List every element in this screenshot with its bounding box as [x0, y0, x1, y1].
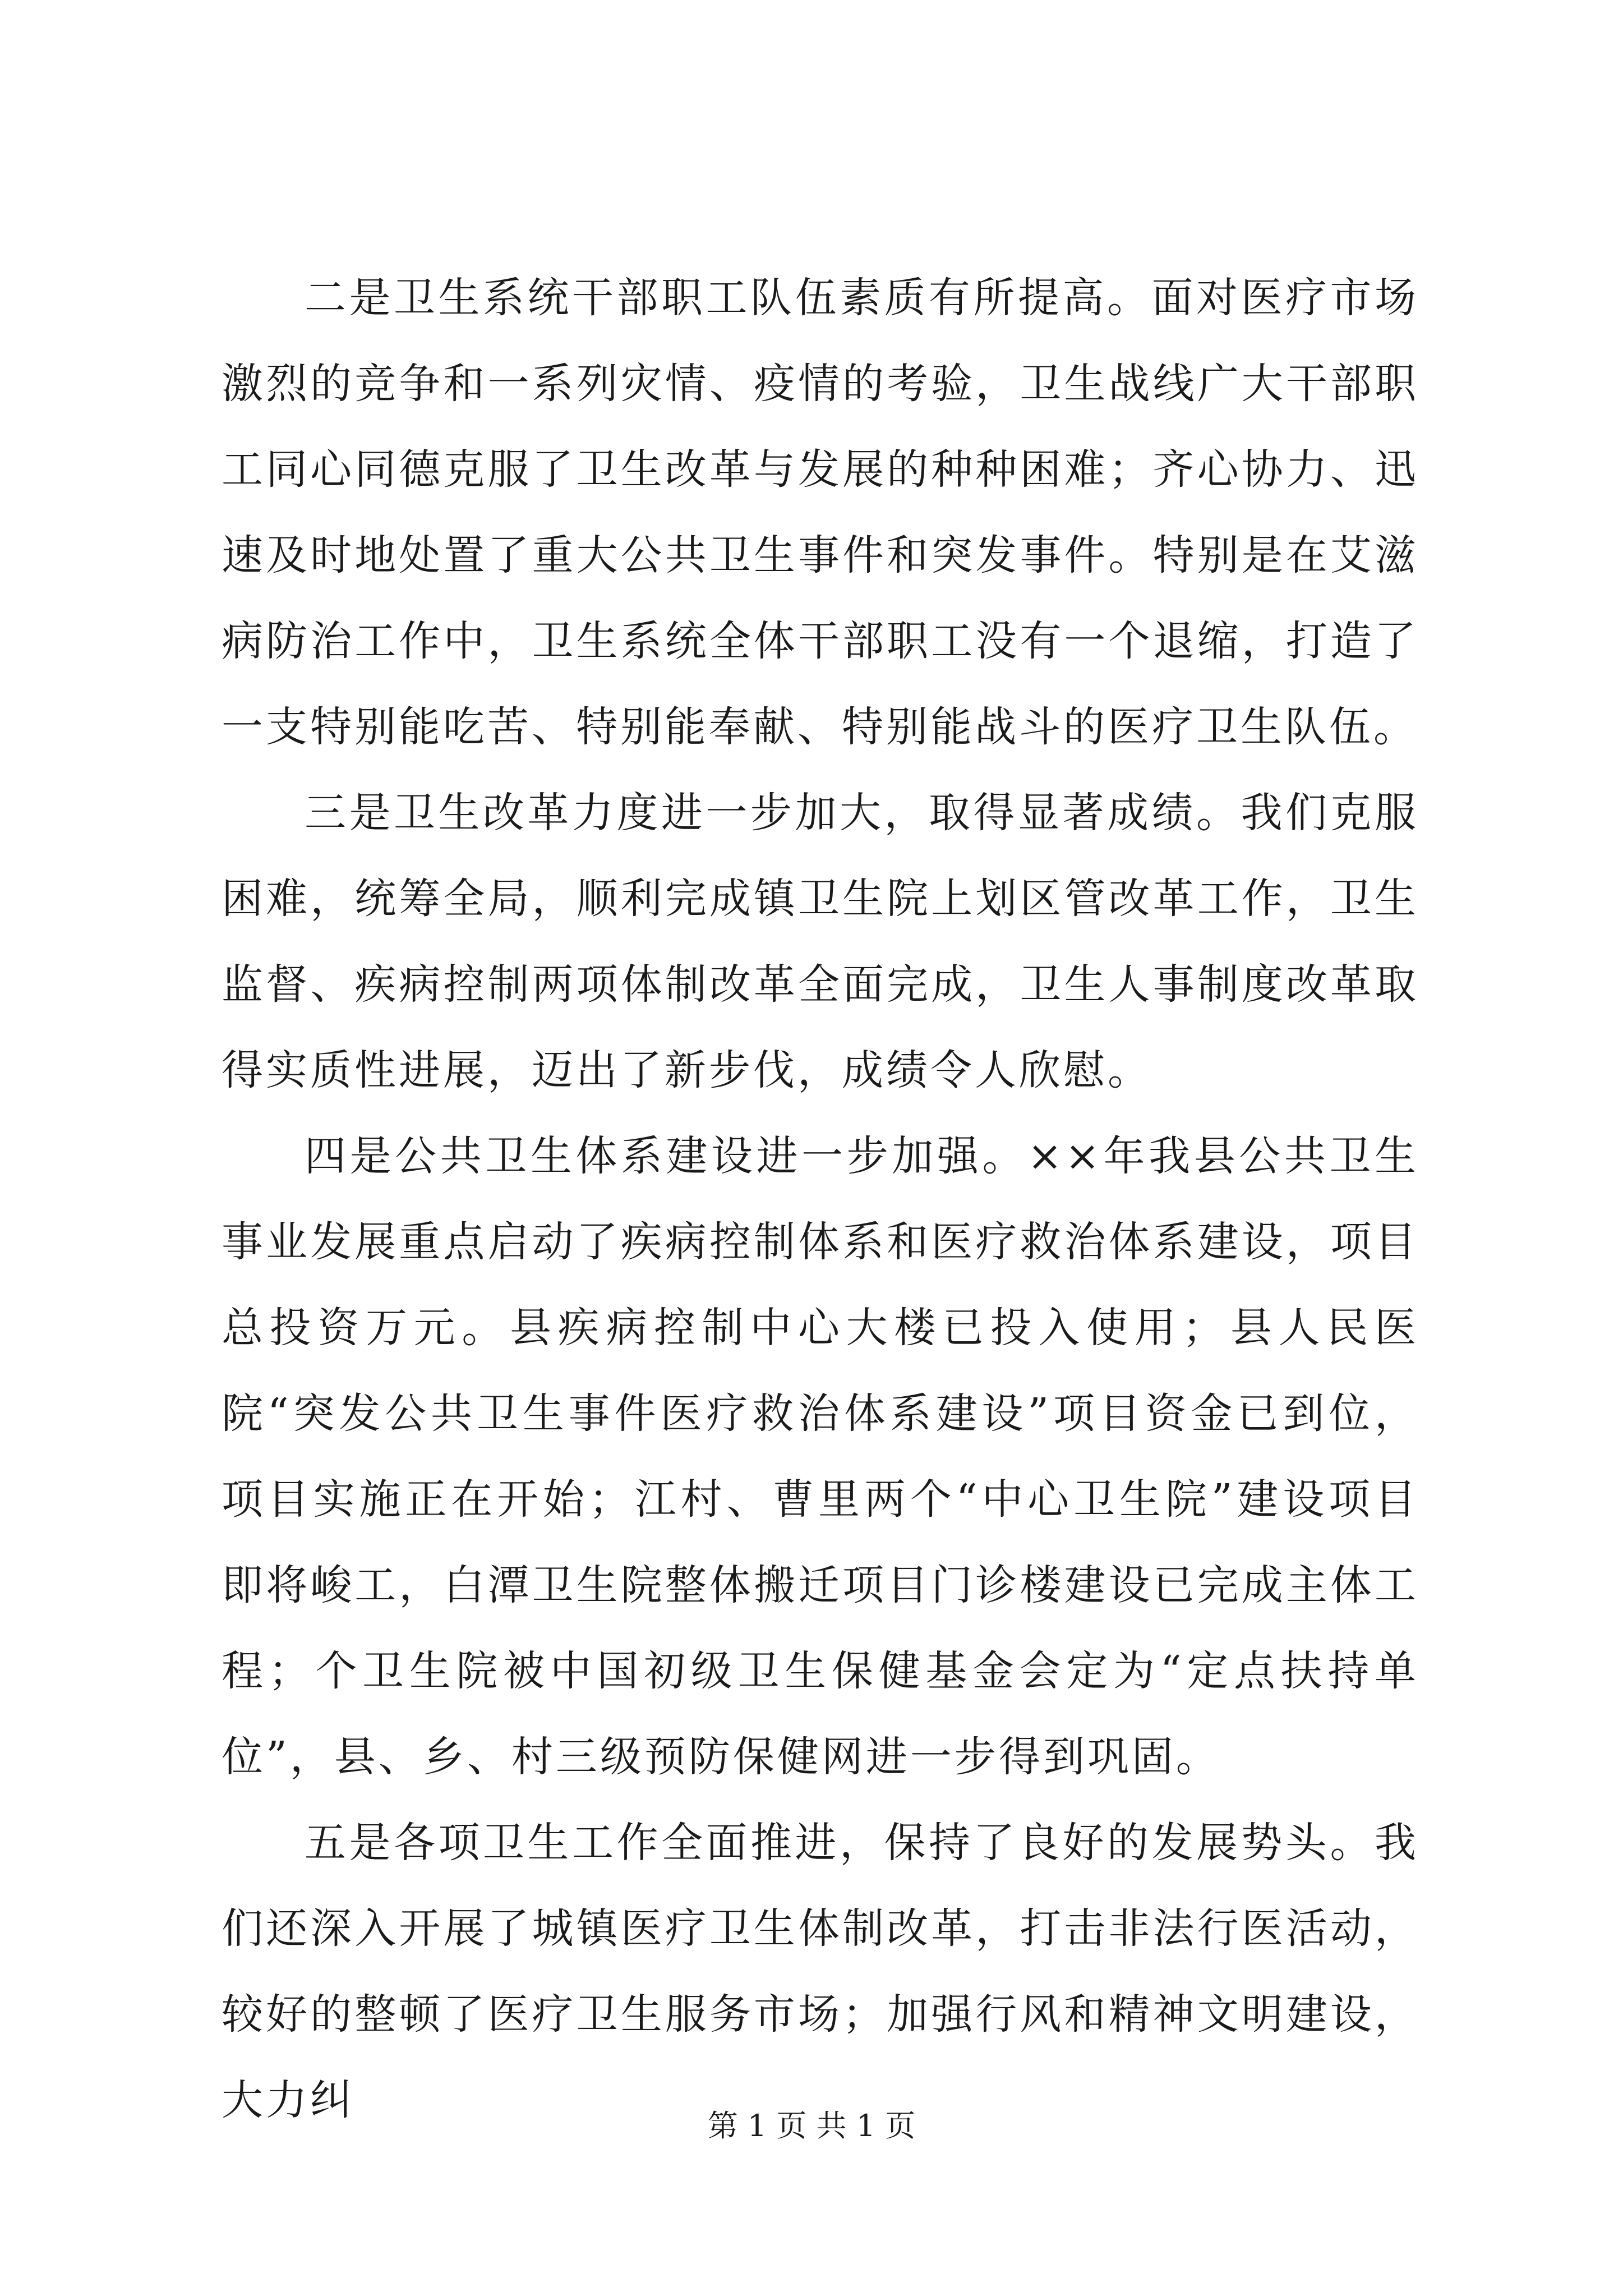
paragraph-5: 五是各项卫生工作全面推进，保持了良好的发展势头。我们还深入开展了城镇医疗卫生体制改革，打击非法行医活动，较好的整顿了医疗卫生服务市场；加强行风和精神文明建设，大力纠	[222, 1819, 1419, 2124]
page-footer: 第 1 页 共 1 页	[707, 2108, 916, 2143]
document-body	[222, 255, 1419, 2143]
paragraph-3: 三是卫生改革力度进一步加大，取得显著成绩。我们克服困难，统筹全局，顺利完成镇卫生院上划区管改革工作，卫生监督、疾病控制两项体制改革全面完成，卫生人事制度改革取得实质性进展，迈出了新步伐，成绩令人欣慰。	[222, 789, 1419, 1094]
paragraph-4: 四是公共卫生体系建设进一步加强。××年我县公共卫生事业发展重点启动了疾病控制体系和医疗救治体系建设，项目总投资万元。县疾病控制中心大楼已投入使用；县人民医院“突发公共卫生事件医疗救治体系建设”项目资金已到位，项目实施正在开始；江村、曹里两个“中心卫生院”建设项目即将峻工，白潭卫生院整体搬迁项目门诊楼建设已完成主体工程；个卫生院被中国初级卫生保健基金会定为“定点扶持单位”，县、乡、村三级预防保健网进一步得到巩固。	[222, 1132, 1419, 1781]
paragraph-2: 二是卫生系统干部职工队伍素质有所提高。面对医疗市场激烈的竞争和一系列灾情、疫情的考验，卫生战线广大干部职工同心同德克服了卫生改革与发展的种种困难；齐心协力、迅速及时地处置了重大公共卫生事件和突发事件。特别是在艾滋病防治工作中，卫生系统全体干部职工没有一个退缩，打造了一支特别能吃苦、特别能奉献、特别能战斗的医疗卫生队伍。	[222, 274, 1419, 751]
